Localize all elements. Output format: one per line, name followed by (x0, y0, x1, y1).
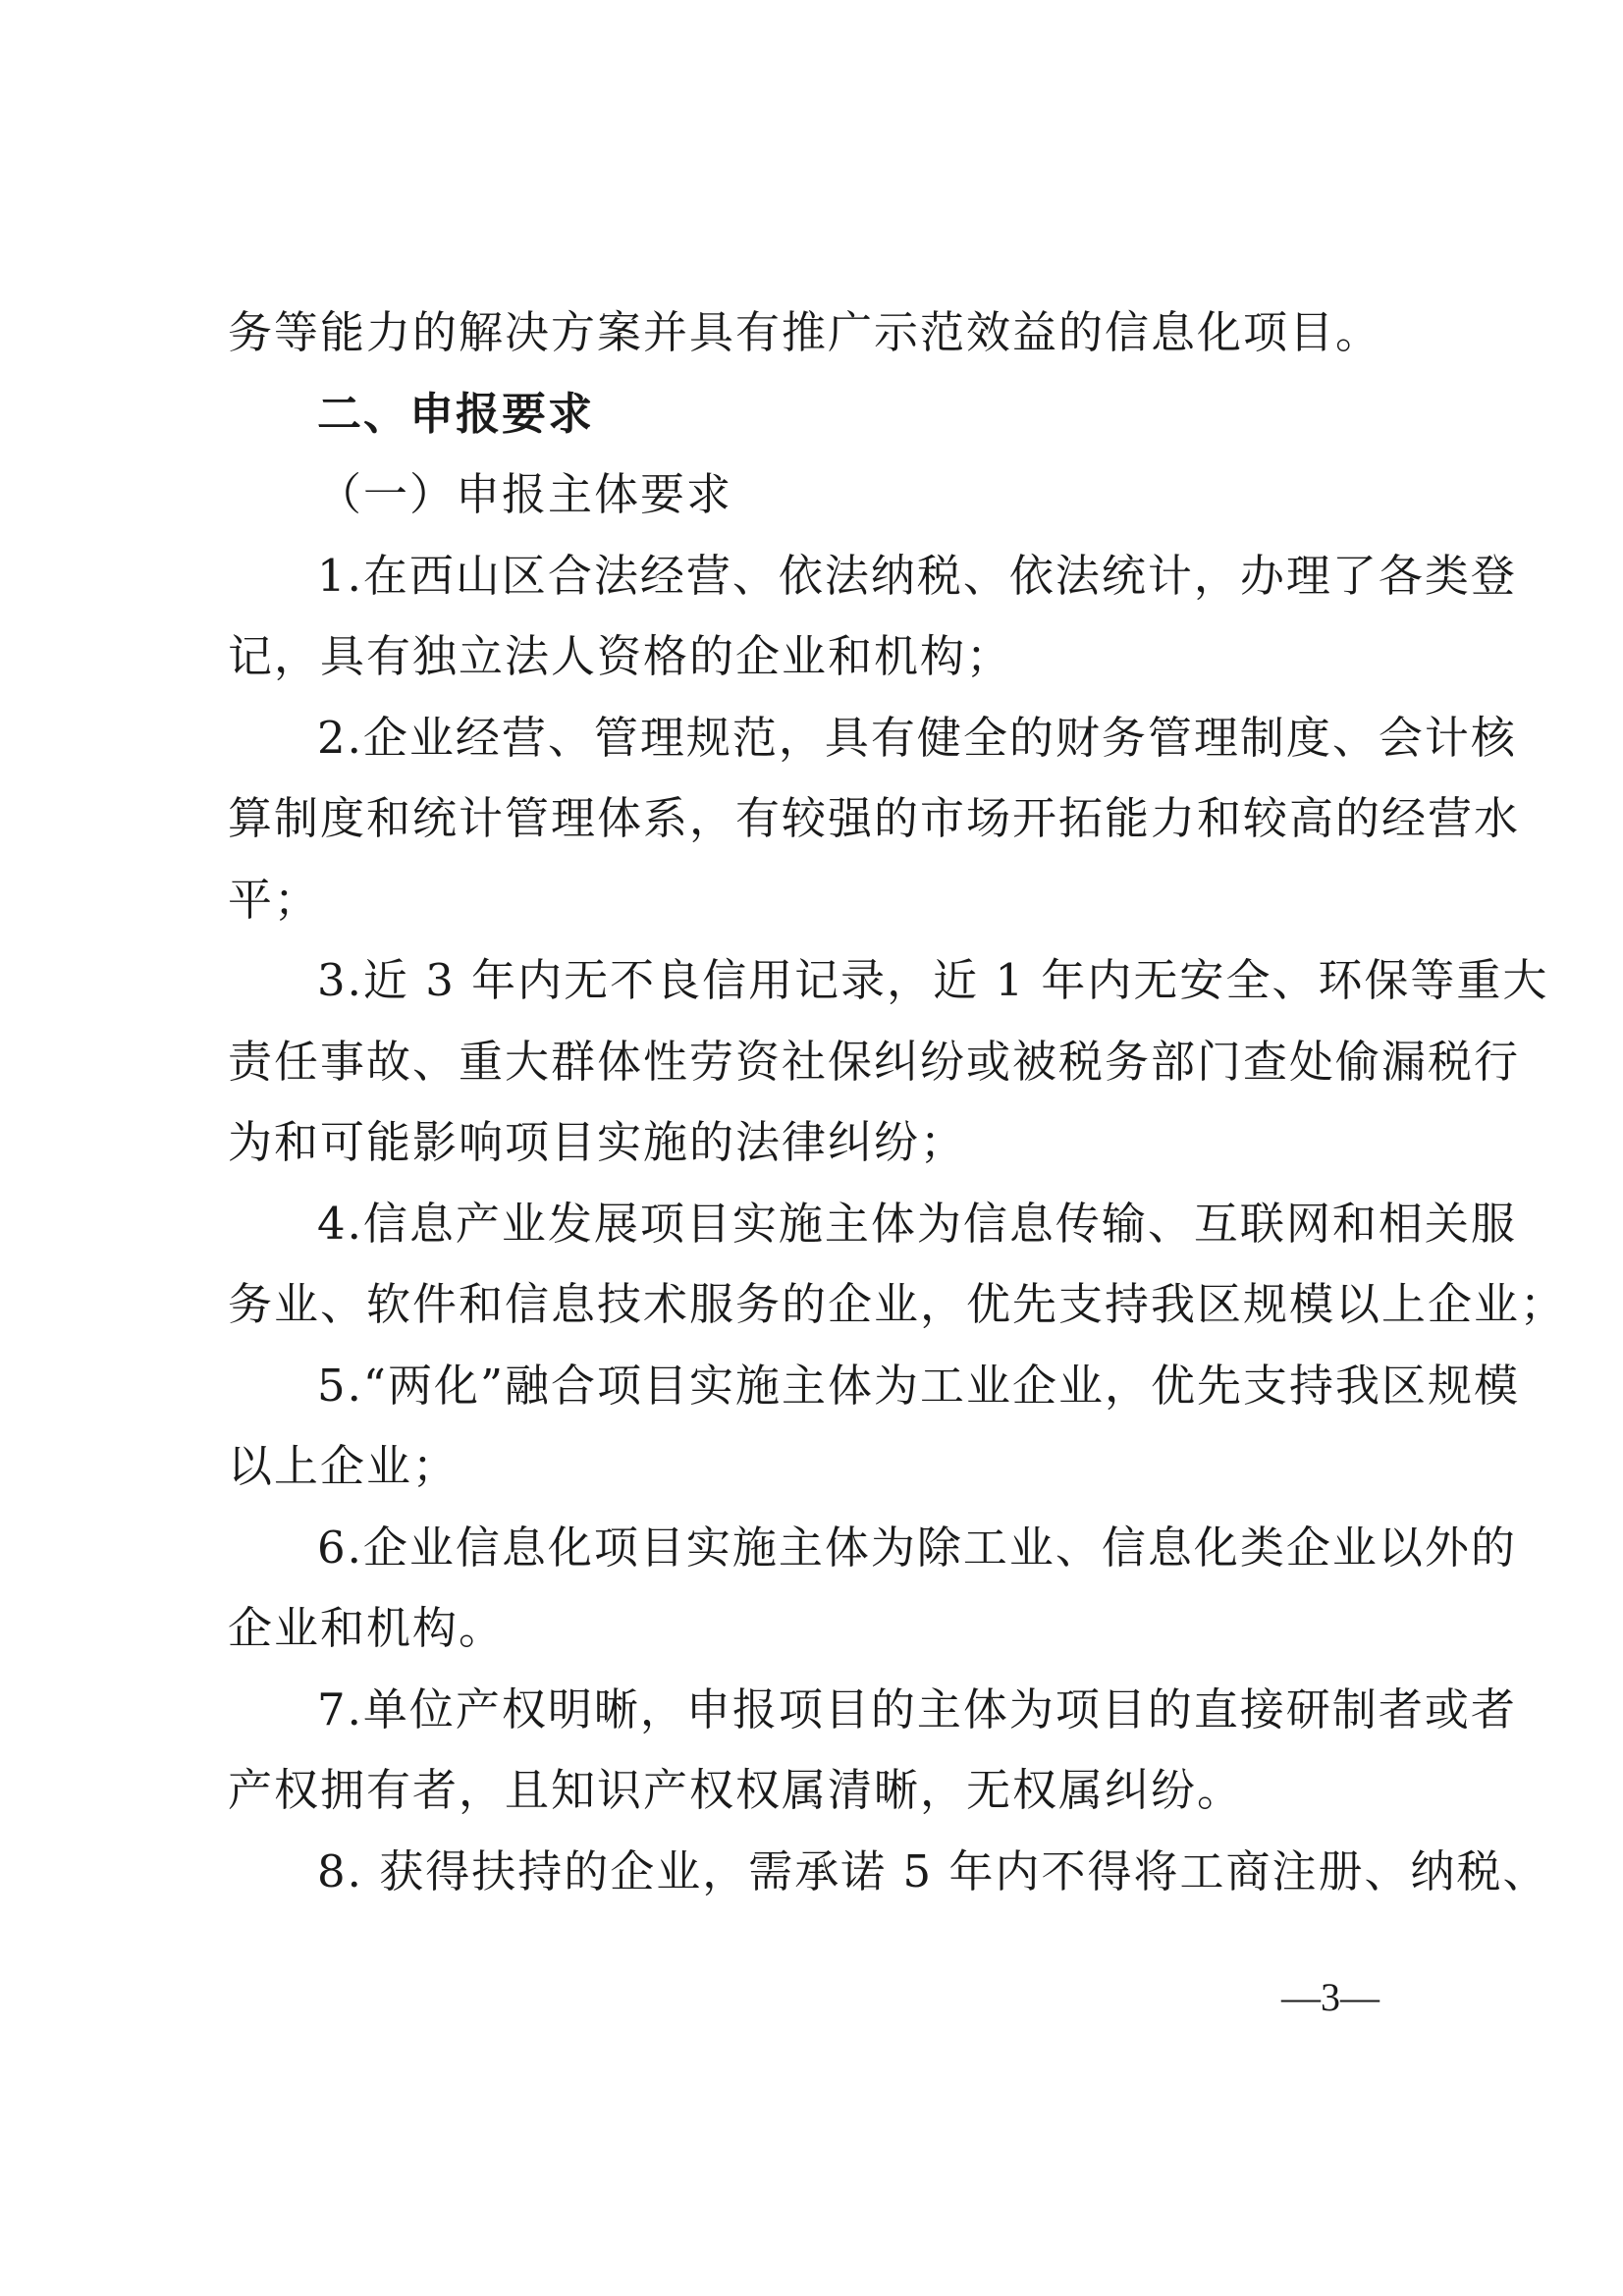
subsection-heading: （一）申报主体要求 (317, 468, 733, 520)
page-number: —3— (1281, 1975, 1380, 2019)
list-item-5-line: 以上企业； (228, 1440, 460, 1492)
list-item-3-line: 为和可能影响项目实施的法律纠纷； (228, 1116, 967, 1168)
list-item-4-line: 4.信息产业发展项目实施主体为信息传输、互联网和相关服 (317, 1198, 1517, 1250)
list-item-3-line: 责任事故、重大群体性劳资社保纠纷或被税务部门查处偷漏税行 (228, 1036, 1521, 1088)
list-item-5-line: 5.“两化”融合项目实施主体为工业企业，优先支持我区规模 (317, 1360, 1520, 1412)
list-item-7-line: 产权拥有者，且知识产权权属清晰，无权属纠纷。 (228, 1764, 1244, 1816)
list-item-2-line: 平； (228, 874, 321, 926)
list-item-1-line: 记，具有独立法人资格的企业和机构； (228, 630, 1013, 682)
list-item-3-line: 3.近 3 年内无不良信用记录，近 1 年内无安全、环保等重大 (317, 954, 1549, 1006)
list-item-2-line: 算制度和统计管理体系，有较强的市场开拓能力和较高的经营水 (228, 792, 1521, 844)
list-item-2-line: 2.企业经营、管理规范，具有健全的财务管理制度、会计核 (317, 712, 1517, 764)
body-text-line: 务等能力的解决方案并具有推广示范效益的信息化项目。 (228, 306, 1382, 358)
list-item-6-line: 6.企业信息化项目实施主体为除工业、信息化类企业以外的 (317, 1522, 1517, 1574)
list-item-6-line: 企业和机构。 (228, 1602, 506, 1654)
list-item-4-line: 务业、软件和信息技术服务的企业，优先支持我区规模以上企业； (228, 1278, 1567, 1330)
list-item-8-line: 8. 获得扶持的企业，需承诺 5 年内不得将工商注册、纳税、 (317, 1845, 1549, 1897)
list-item-7-line: 7.单位产权明晰，申报项目的主体为项目的直接研制者或者 (317, 1683, 1517, 1735)
list-item-1-line: 1.在西山区合法经营、依法纳税、依法统计，办理了各类登 (317, 550, 1517, 602)
section-heading: 二、申报要求 (317, 388, 595, 440)
